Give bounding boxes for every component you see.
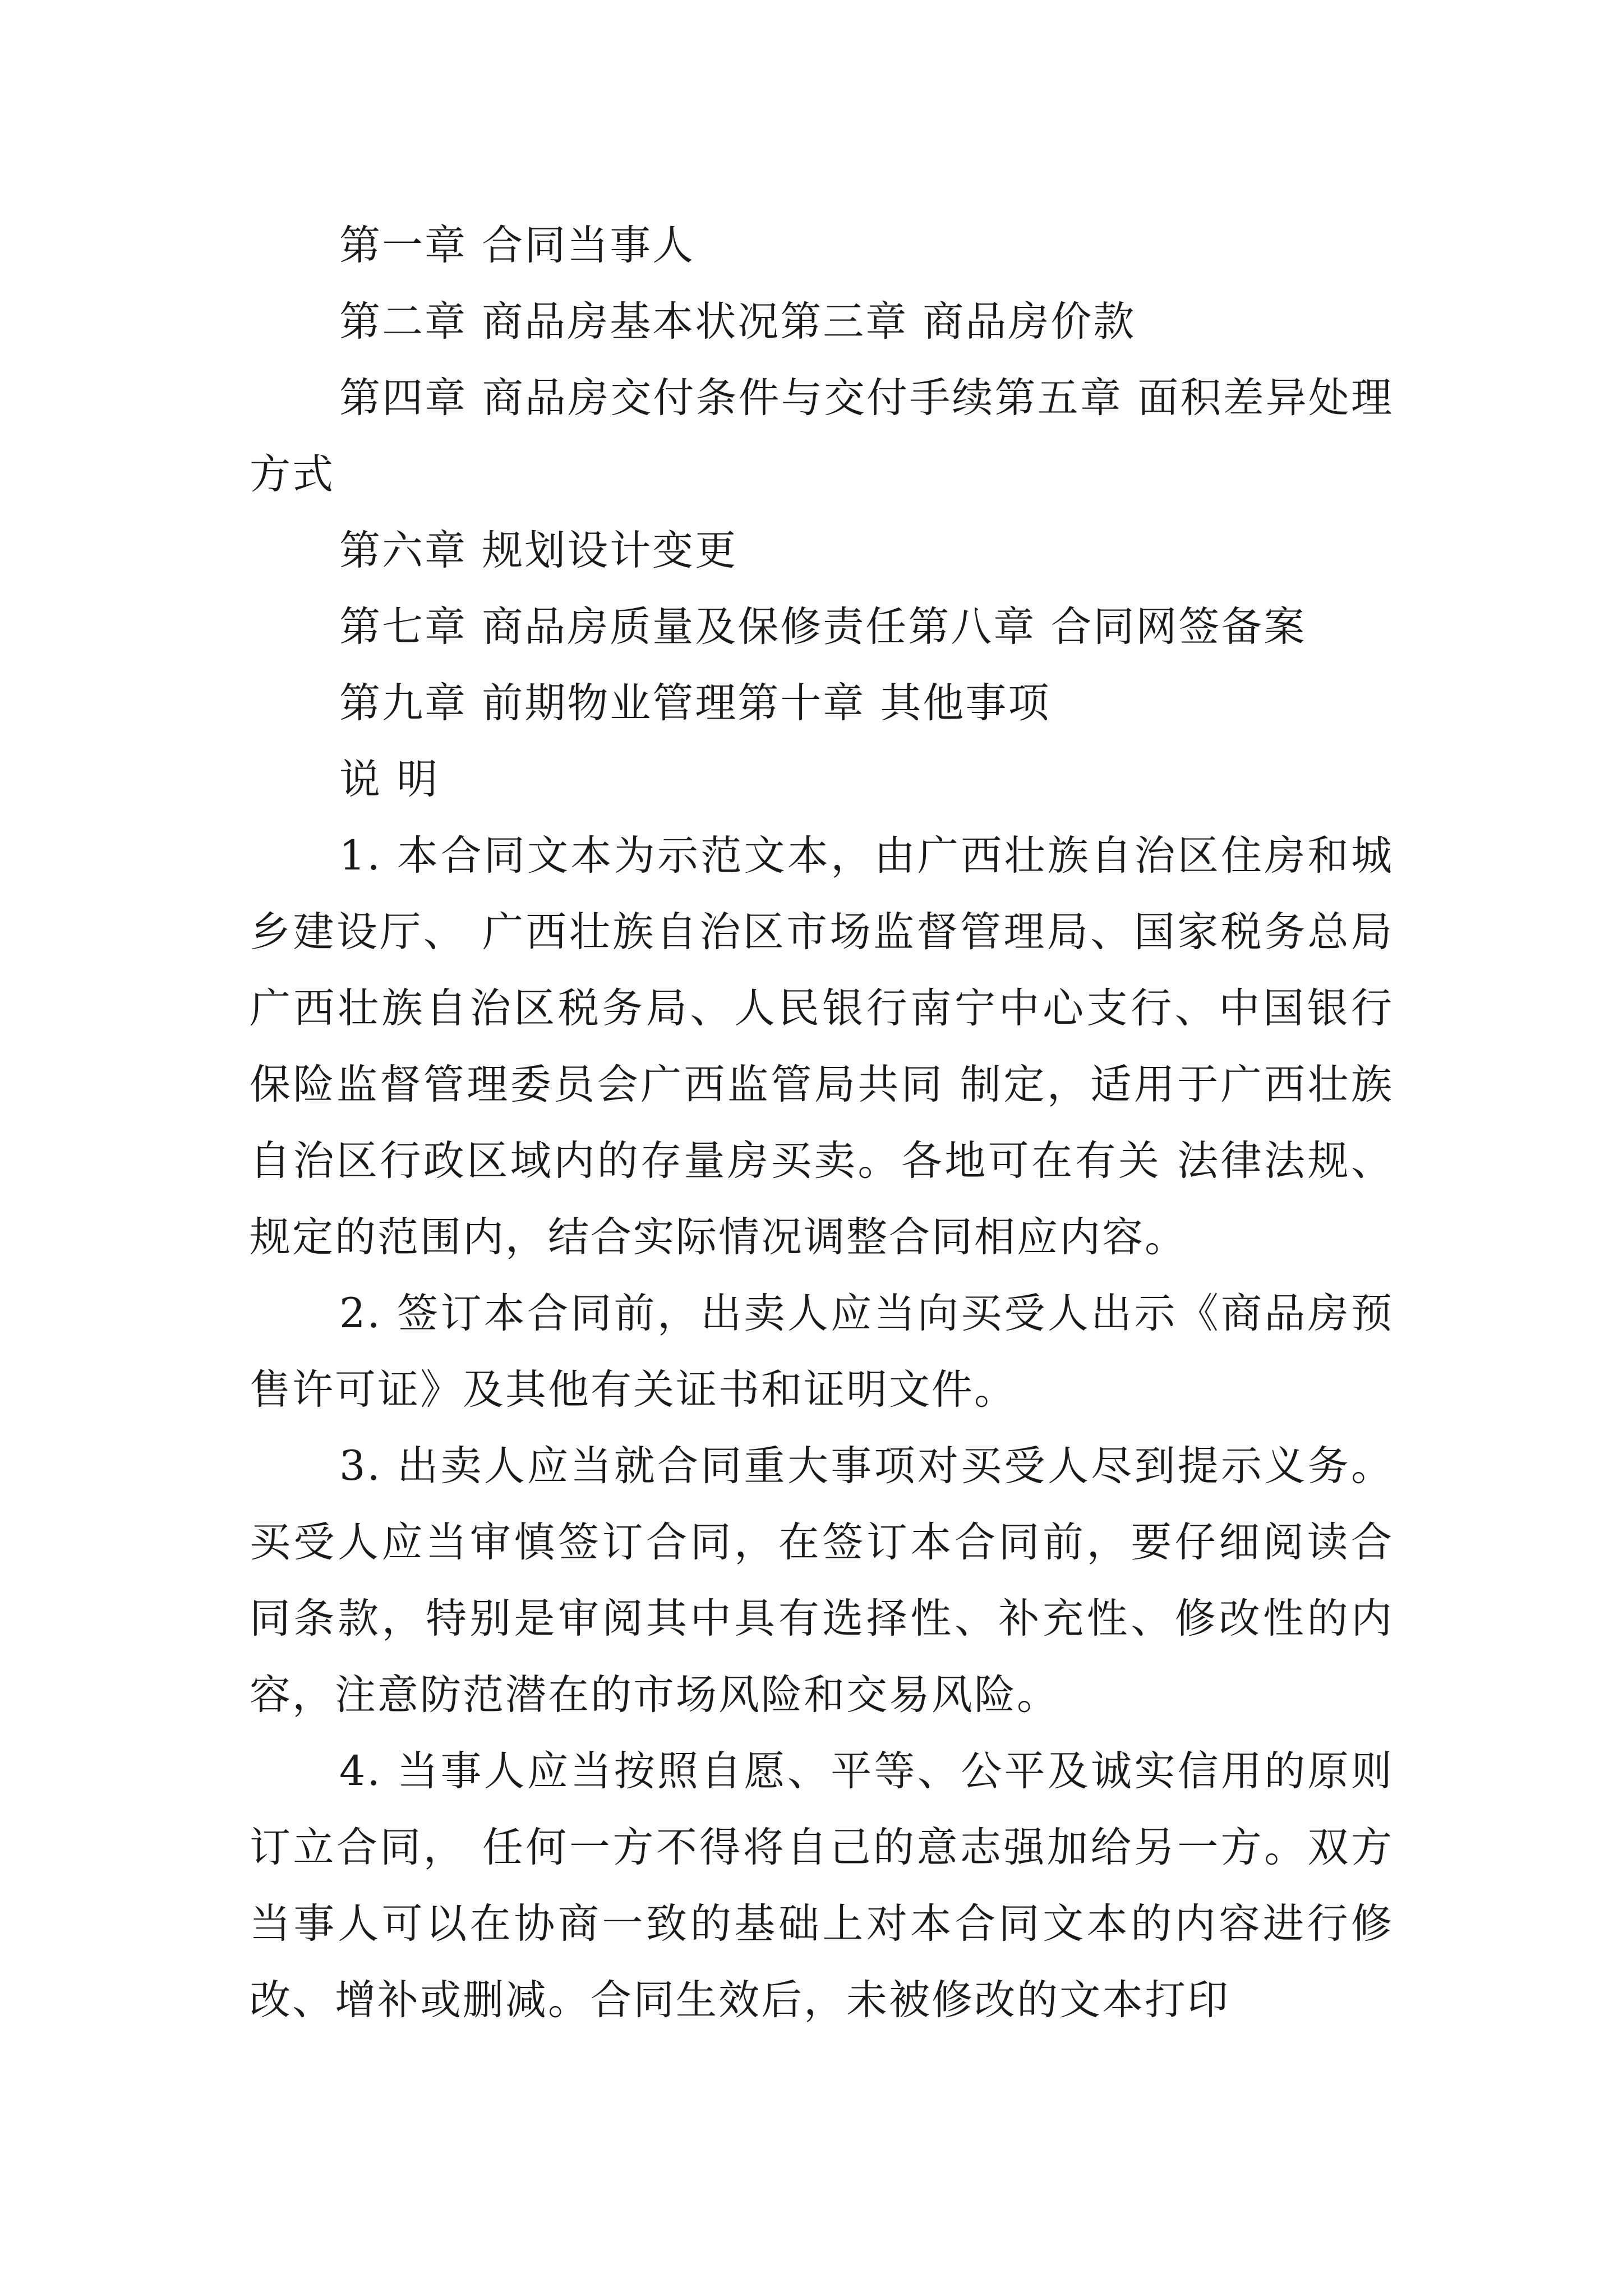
note-3-paragraph: 3. 出卖人应当就合同重大事项对买受人尽到提示义务。买受人应当审慎签订合同，在签订本合同前，要仔细阅读合同条款，特别是审阅其中具有选择性、补充性、修改性的内容，注意防范潜在的市场风险和交易风险。: [250, 1442, 1394, 1719]
chapter-4-5-line: 第四章 商品房交付条件与交付手续第五章 面积差异处理方式: [250, 374, 1394, 498]
document-body: [250, 208, 1394, 2039]
chapter-7-8-line: 第七章 商品房质量及保修责任第八章 合同网签备案: [339, 603, 1307, 651]
chapter-2-3-line: 第二章 商品房基本状况第三章 商品房价款: [339, 298, 1136, 346]
chapter-6-line: 第六章 规划设计变更: [339, 527, 738, 574]
note-1-paragraph: 1. 本合同文本为示范文本，由广西壮族自治区住房和城乡建设厅、 广西壮族自治区市场监督管理局、国家税务总局广西壮族自治区税务局、人民银行南宁中心支行、中国银行保险监督管理委员会广西监管局共同 制定，适用于广西壮族自治区行政区域内的存量房买卖。各地可在有关 法律法规、规定的范围内，结合实际情况调整合同相应内容。: [250, 832, 1394, 1261]
chapter-9-10-line: 第九章 前期物业管理第十章 其他事项: [339, 679, 1051, 727]
explanation-heading: 说 明: [339, 756, 440, 803]
chapter-1-line: 第一章 合同当事人: [339, 222, 695, 269]
note-4-paragraph: 4. 当事人应当按照自愿、平等、公平及诚实信用的原则订立合同， 任何一方不得将自己的意志强加给另一方。双方当事人可以在协商一致的基础上对本合同文本的内容进行修改、增补或删减。合同生效后，未被修改的文本打印: [250, 1747, 1394, 2024]
note-2-paragraph: 2. 签订本合同前，出卖人应当向买受人出示《商品房预售许可证》及其他有关证书和证明文件。: [250, 1290, 1394, 1414]
